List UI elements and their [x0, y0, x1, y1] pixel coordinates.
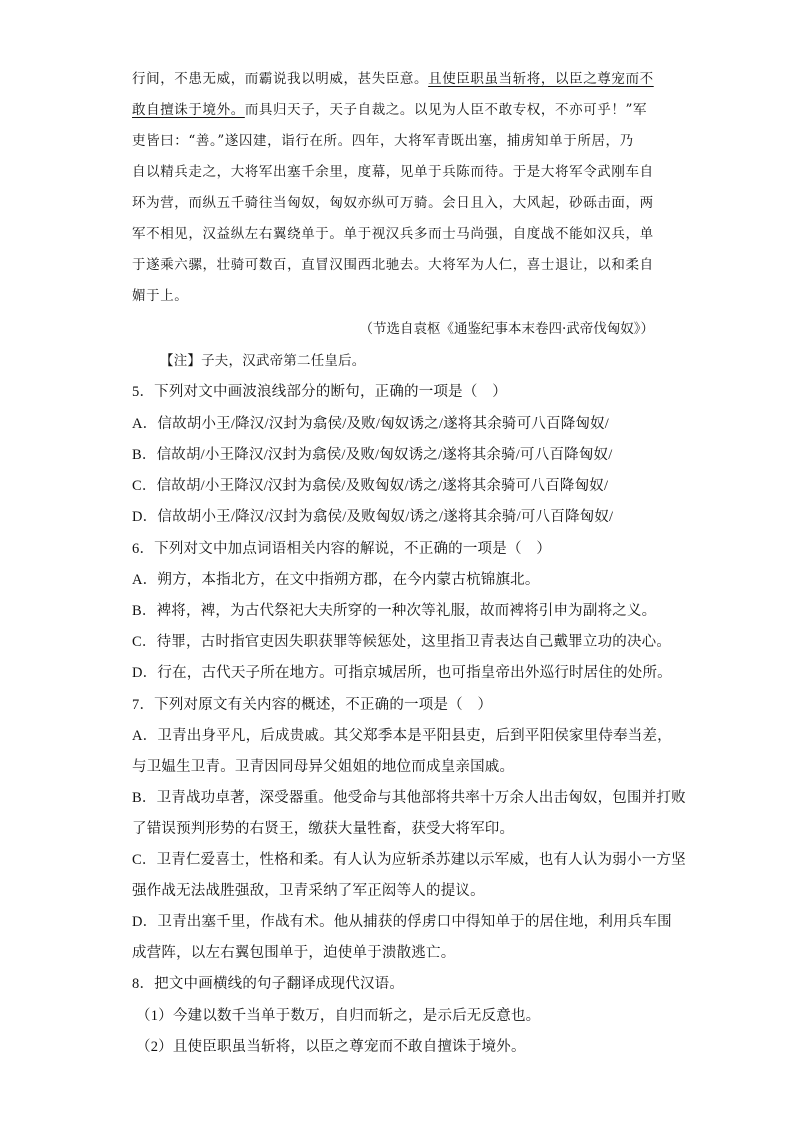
question-6-option-d: D．行在，古代天子所在地方。可指京城居所，也可指皇帝出外巡行时居住的处所。: [132, 665, 672, 681]
question-8-stem: 8．把文中画横线的句子翻译成现代汉语。: [132, 976, 405, 992]
source-citation: （节选自袁枢《通鉴纪事本末卷四·武帝伐匈奴》）: [359, 321, 654, 337]
question-7-option-c-cont: 强作战无法战胜强敌，卫青采纳了军正闳等人的提议。: [132, 883, 485, 899]
question-7-option-d: D．卫青出塞千里，作战有术。他从捕获的俘虏口中得知单于的居住地，利用兵车围: [132, 914, 672, 930]
passage-text: 军不相见，汉益纵左右翼绕单于。单于视汉兵多而士马尚强，自度战不能如汉兵，单: [132, 226, 654, 242]
passage-text: 行间，不患无威，而霸说我以明威，甚失臣意。: [132, 71, 429, 87]
question-6-option-a: A．朔方，本指北方，在文中指朔方郡，在今内蒙古杭锦旗北。: [132, 572, 540, 588]
passage-line: [132, 160, 654, 180]
question-5-option-c: C．信故胡/小王降汉/汉封为翕侯/及败匈奴/诱之/遂将其余骑可八百降匈奴/: [132, 478, 609, 494]
question-6-option-b: B．裨将，裨，为古代祭祀大夫所穿的一种次等礼服，故而裨将引申为副将之义。: [132, 603, 657, 619]
passage-text: 环为营，而纵五千骑往当匈奴，匈奴亦纵可万骑。会日且入，大风起，砂砾击面，两: [132, 195, 654, 211]
question-8-item-2: （2）且使臣职虽当斩将，以臣之尊宠而不敢自擅诛于境外。: [136, 1039, 526, 1055]
passage-text: 吏皆曰：“善。”遂囚建，诣行在所。四年，大将军青既出塞，捕虏知单于所居，乃: [132, 133, 634, 149]
question-7-option-b: B．卫青战功卓著，深受器重。他受命与其他部将共率十万余人出击匈奴，包围并打败: [132, 790, 686, 806]
passage-line: [132, 253, 654, 273]
passage-text: 而具归天子，天子自裁之。以见为人臣不敢专权，不亦可乎！”军: [244, 102, 648, 118]
passage-text: 于遂乘六骡，壮骑可数百，直冒汉围西北驰去。大将军为人仁，喜士退让，以和柔自: [132, 257, 654, 273]
question-5-option-b: B．信故胡/小王降汉/汉封为翕侯/及败/匈奴诱之/遂将其余骑/可八百降匈奴/: [132, 447, 613, 463]
passage-line: [132, 98, 647, 118]
annotation-note: 【注】子夫，汉武帝第二任皇后。: [160, 353, 366, 369]
question-7-option-a-cont: 与卫媪生卫青。卫青因同母异父姐姐的地位而成皇亲国戚。: [132, 759, 515, 775]
question-5-option-d: D．信故胡小王/降汉/汉封为翕侯/及败匈奴/诱之/遂将其余骑/可八百降匈奴/: [132, 509, 614, 525]
question-6-option-c: C．待罪，古时指官吏因失职获罪等候惩处，这里指卫青表达自己戴罪立功的决心。: [132, 634, 672, 650]
question-5-option-a: A．信故胡小王/降汉/汉封为翕侯/及败/匈奴诱之/遂将其余骑可八百降匈奴/: [132, 416, 610, 432]
question-8-item-1: （1）今建以数千当单于数万，自归而斩之，是示后无反意也。: [136, 1008, 541, 1024]
question-5-stem: 5．下列对文中画波浪线部分的断句，正确的一项是（ ）: [132, 384, 507, 400]
question-7-option-a: A．卫青出身平凡，后成贵戚。其父郑季本是平阳县吏，后到平阳侯家里侍奉当差，: [132, 728, 672, 744]
question-7-stem: 7．下列对原文有关内容的概述，不正确的一项是（ ）: [132, 697, 493, 713]
passage-text: 自以精兵走之，大将军出塞千余里，度幕，见单于兵陈而待。于是大将军令武刚车自: [132, 164, 654, 180]
question-7-option-b-cont: 了错误预判形势的右贤王，缴获大量牲畜，获受大将军印。: [132, 821, 515, 837]
underlined-sentence: 敢自擅诛于境外。: [132, 102, 245, 118]
passage-line: [132, 67, 654, 87]
passage-line: [132, 191, 654, 211]
underlined-sentence: 且使臣职虽当斩将，以臣之尊宠而不: [428, 71, 654, 87]
passage-line: [132, 222, 654, 242]
passage-line: [132, 129, 634, 149]
question-6-stem: 6．下列对文中加点词语相关内容的解说，不正确的一项是（ ）: [132, 541, 552, 557]
passage-line: [132, 284, 188, 304]
question-7-option-c: C．卫青仁爱喜士，性格和柔。有人认为应斩杀苏建以示军威，也有人认为弱小一方坚: [132, 852, 686, 868]
passage-text: 媚于上。: [132, 288, 189, 304]
question-7-option-d-cont: 成营阵，以左右翼包围单于，迫使单于溃散逃亡。: [132, 945, 456, 961]
